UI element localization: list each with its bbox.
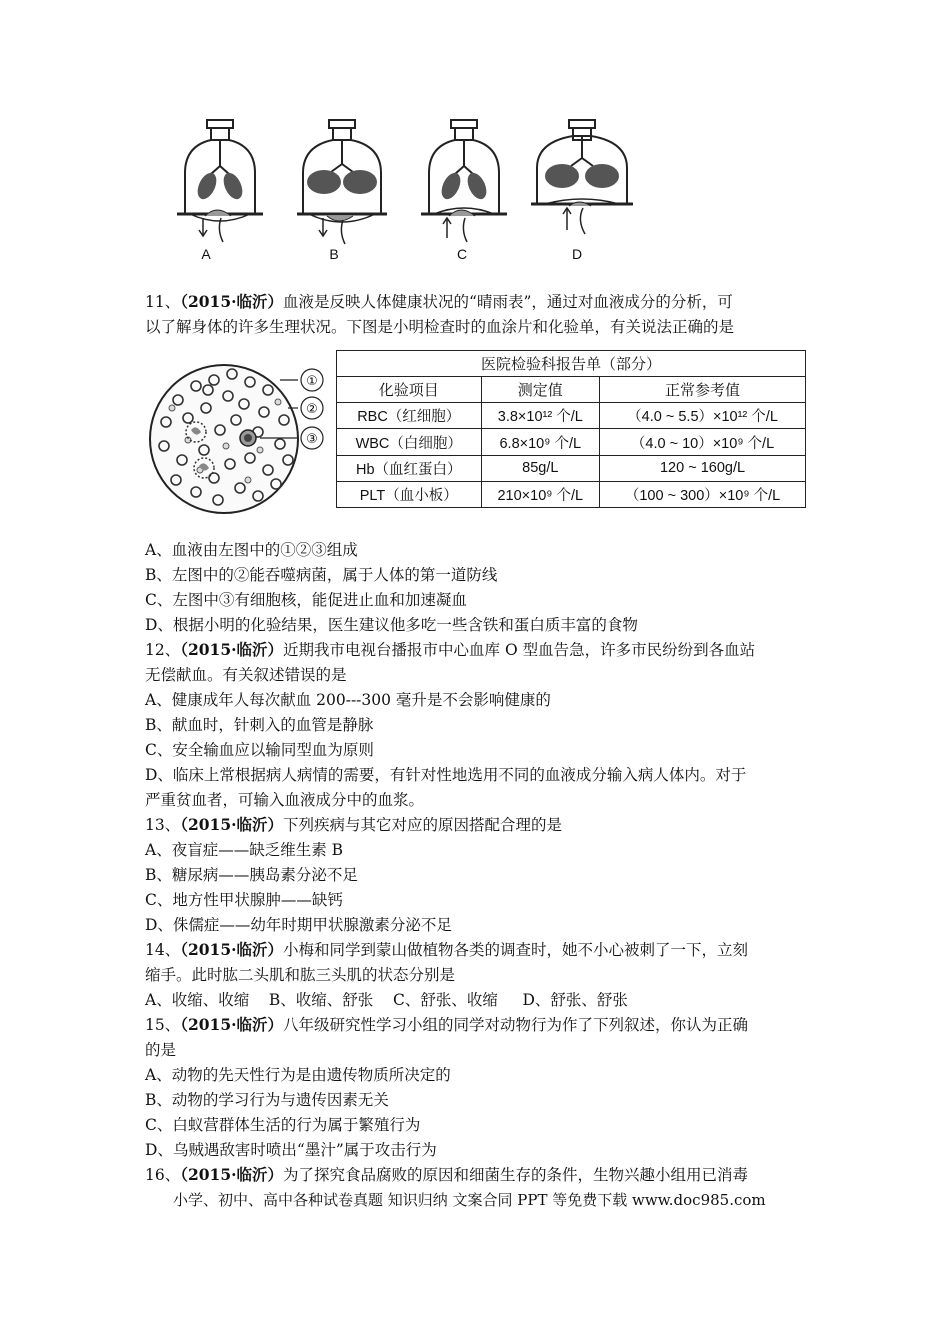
micro-marker-2: ② xyxy=(306,402,318,417)
q14-source: （2015·临沂） xyxy=(180,940,284,959)
lab-report-cell: 6.8×10⁹ 个/L xyxy=(481,429,600,455)
q12-option-c: C、安全输血应以输同型血为原则 xyxy=(145,741,374,759)
q11-stem-text1: 血液是反映人体健康状况的“晴雨表”，通过对血液成分的分析，可 xyxy=(283,293,733,311)
bell-label-c: C xyxy=(456,246,468,262)
lab-report-header-reference: 正常参考值 xyxy=(600,377,806,403)
q14-stem-text1: 小梅和同学到蒙山做植物各类的调查时，她不小心被刺了一下，立刻 xyxy=(283,941,749,959)
lab-report-title: 医院检验科报告单（部分） xyxy=(337,351,806,377)
lab-report-cell: RBC（红细胞） xyxy=(337,403,482,429)
lab-report-cell: Hb（血红蛋白） xyxy=(337,455,482,481)
table-row xyxy=(337,455,806,481)
lab-report-cell: 85g/L xyxy=(481,455,600,481)
q11-number: 11、 xyxy=(145,293,181,311)
q15-stem-line1 xyxy=(145,1013,748,1037)
q12-stem-line2: 无偿献血。有关叙述错误的是 xyxy=(145,666,347,684)
q13-option-b: B、糖尿病——胰岛素分泌不足 xyxy=(145,866,358,884)
bell-label-b: B xyxy=(329,246,339,262)
q16-number: 16、 xyxy=(145,1166,181,1184)
lab-report-cell: 120 ~ 160g/L xyxy=(600,455,806,481)
micro-marker-3: ③ xyxy=(306,432,318,447)
q11-stem-line2: 以了解身体的许多生理状况。下图是小明检查时的血涂片和化验单，有关说法正确的是 xyxy=(145,318,735,336)
q14-options: A、收缩、收缩 B、收缩、舒张 C、舒张、收缩 D、舒张、舒张 xyxy=(145,991,628,1009)
q14-stem-line2: 缩手。此时肱二头肌和肱三头肌的状态分别是 xyxy=(145,966,456,984)
page-footer: 小学、初中、高中各种试卷真题 知识归纳 文案合同 PPT 等免费下载 www.doc985.com xyxy=(173,1191,766,1209)
q12-stem-line1 xyxy=(145,638,755,662)
q13-option-a: A、夜盲症——缺乏维生素 B xyxy=(145,841,344,859)
q15-option-d: D、乌贼遇敌害时喷出“墨汁”属于攻击行为 xyxy=(145,1141,437,1159)
q15-option-a: A、动物的先天性行为是由遗传物质所决定的 xyxy=(145,1066,451,1084)
q13-option-c: C、地方性甲状腺肿——缺钙 xyxy=(145,891,343,909)
q13-stem-line1 xyxy=(145,813,562,837)
blood-smear-micrograph xyxy=(148,360,333,518)
q13-stem-text1: 下列疾病与其它对应的原因搭配合理的是 xyxy=(283,816,563,834)
lab-report-cell: PLT（血小板） xyxy=(337,481,482,507)
lab-report-cell: 3.8×10¹² 个/L xyxy=(481,403,600,429)
q16-stem-text1: 为了探究食品腐败的原因和细菌生存的条件，生物兴趣小组用已消毒 xyxy=(283,1166,749,1184)
lab-report-cell: WBC（白细胞） xyxy=(337,429,482,455)
q12-option-a: A、健康成年人每次献血 200---300 毫升是不会影响健康的 xyxy=(145,691,551,709)
q15-source: （2015·临沂） xyxy=(180,1015,284,1034)
table-row xyxy=(337,481,806,507)
q14-stem-line1 xyxy=(145,938,748,962)
bell-label-d: D xyxy=(571,246,583,262)
q15-number: 15、 xyxy=(145,1016,181,1034)
lab-report-header-measured: 测定值 xyxy=(481,377,600,403)
q11-option-d: D、根据小明的化验结果，医生建议他多吃一些含铁和蛋白质丰富的食物 xyxy=(145,616,638,634)
q15-stem-text1: 八年级研究性学习小组的同学对动物行为作了下列叙述，你认为正确 xyxy=(283,1016,749,1034)
q13-number: 13、 xyxy=(145,816,181,834)
q12-stem-text1: 近期我市电视台播报市中心血库 O 型血告急，许多市民纷纷到各血站 xyxy=(283,641,756,659)
q15-stem-line2: 的是 xyxy=(145,1041,177,1059)
q12-option-d-cont: 严重贫血者，可输入血液成分中的血浆。 xyxy=(145,791,425,809)
lab-report-header-item: 化验项目 xyxy=(337,377,482,403)
q16-source: （2015·临沂） xyxy=(180,1165,284,1184)
q15-option-c: C、白蚁营群体生活的行为属于繁殖行为 xyxy=(145,1116,421,1134)
q11-option-a: A、血液由左图中的①②③组成 xyxy=(145,541,358,559)
bell-label-a: A xyxy=(201,246,211,262)
q16-stem-line1 xyxy=(145,1163,748,1187)
micro-marker-1: ① xyxy=(306,374,318,389)
lab-report-cell: （100 ~ 300）×10⁹ 个/L xyxy=(600,481,806,507)
lab-report-cell: （4.0 ~ 5.5）×10¹² 个/L xyxy=(600,403,806,429)
q12-option-d: D、临床上常根据病人病情的需要，有针对性地选用不同的血液成分输入病人体内。对于 xyxy=(145,766,747,784)
lab-report-cell: （4.0 ~ 10）×10⁹ 个/L xyxy=(600,429,806,455)
q13-option-d: D、侏儒症——幼年时期甲状腺激素分泌不足 xyxy=(145,916,452,934)
q12-option-b: B、献血时，针刺入的血管是静脉 xyxy=(145,716,374,734)
q11-source: （2015·临沂） xyxy=(180,292,284,311)
q14-number: 14、 xyxy=(145,941,181,959)
bell-jar-figure-a xyxy=(165,118,275,268)
q12-number: 12、 xyxy=(145,641,181,659)
lab-report-table xyxy=(336,350,806,508)
q11-option-b: B、左图中的②能吞噬病菌，属于人体的第一道防线 xyxy=(145,566,498,584)
q15-option-b: B、动物的学习行为与遗传因素无关 xyxy=(145,1091,389,1109)
q13-source: （2015·临沂） xyxy=(180,815,284,834)
q11-stem-line1 xyxy=(145,290,733,314)
q12-source: （2015·临沂） xyxy=(180,640,284,659)
q11-option-c: C、左图中③有细胞核，能促进止血和加速凝血 xyxy=(145,591,467,609)
table-row xyxy=(337,403,806,429)
table-row xyxy=(337,429,806,455)
lab-report-cell: 210×10⁹ 个/L xyxy=(481,481,600,507)
